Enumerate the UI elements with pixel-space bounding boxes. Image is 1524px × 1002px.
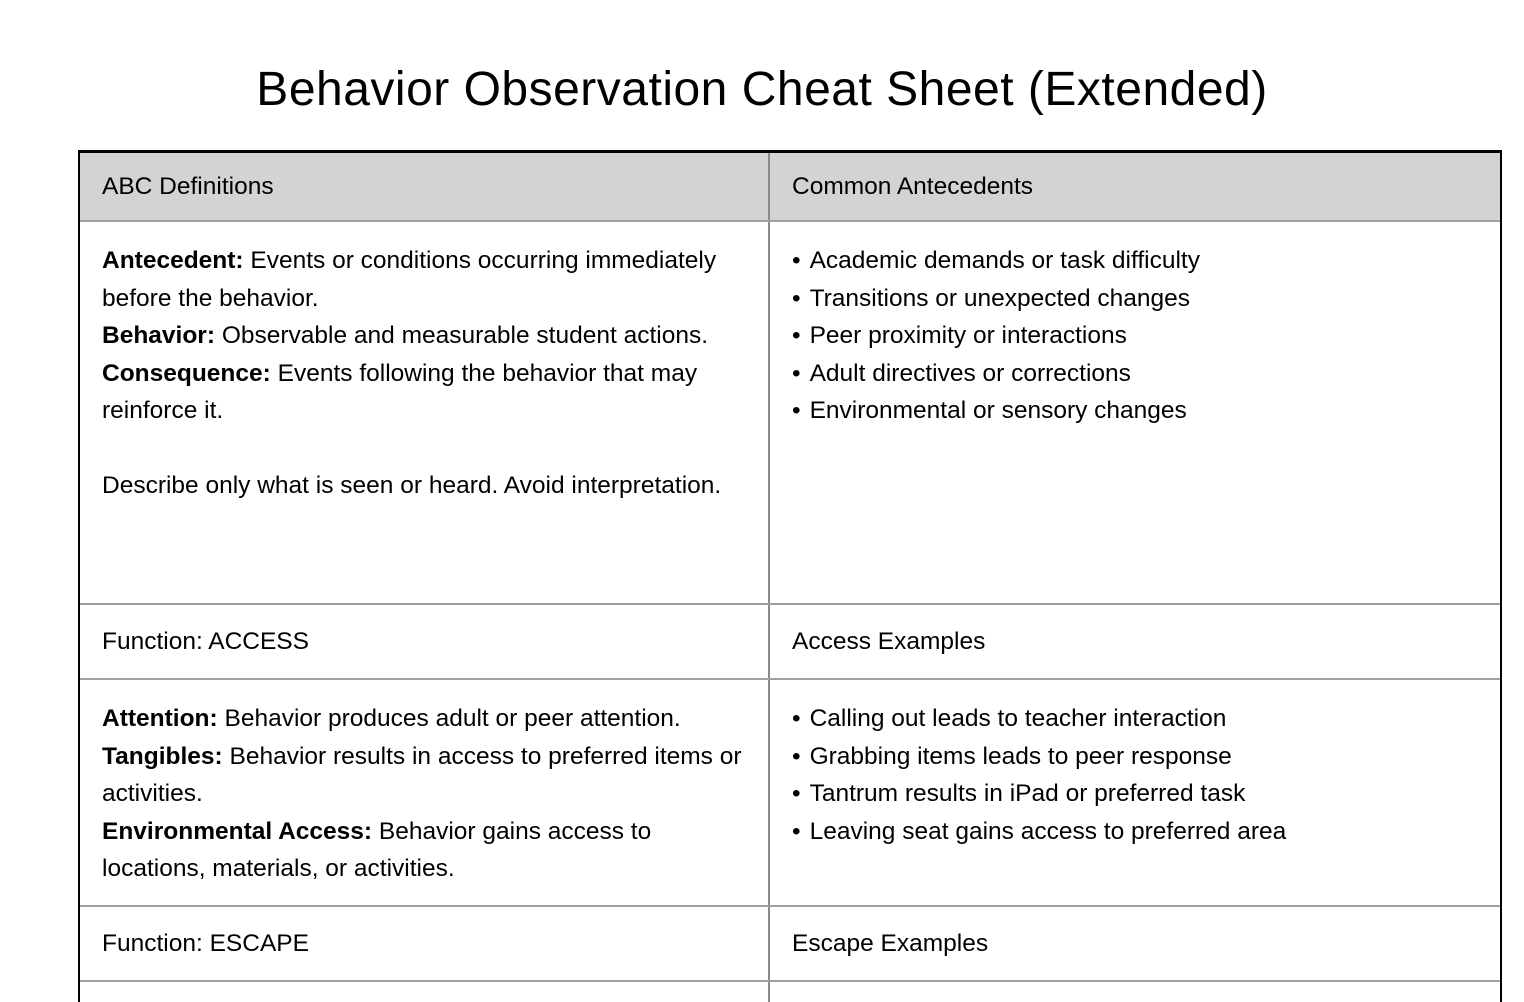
list-item [792,392,1480,430]
list-item [792,775,1480,813]
header-cell-abc-definitions [80,153,770,220]
definition-text: Events or conditions occurring immediately before the behavior. [102,247,717,312]
list-item [792,738,1480,776]
definition-term: Tangibles: [102,742,223,770]
definition-term: Attention: [102,705,218,732]
bullet-text: Transitions or unexpected changes [809,284,1191,312]
cell-function-access [80,605,770,678]
header-cell-common-antecedents [770,153,1500,220]
cell-escape-examples-partial [770,982,1500,1002]
table-header-row [80,153,1500,220]
list-item [792,700,1480,738]
list-item [792,813,1480,851]
header-label: ABC Definitions [102,172,274,200]
bullet-text: Grabbing items leads to peer response [809,742,1232,770]
definition-tangibles [102,738,748,813]
definition-text: Behavior produces adult or peer attention. [217,705,681,732]
definition-term: Consequence: [102,359,271,387]
bullet-text: Academic demands or task difficulty [809,247,1200,274]
bullet-text: Calling out leads to teacher interaction [809,705,1227,732]
cell-escape-examples-label [770,907,1500,980]
definition-environmental-access [102,813,748,888]
definition-attention [102,700,748,738]
cell-common-antecedents [770,222,1500,603]
definition-consequence [102,355,748,430]
bullet-text: Tantrum results in iPad or preferred task [809,780,1246,807]
cell-escape-definitions-partial [80,982,770,1002]
definition-text: Behavior results in access to preferred items or activities. [102,742,742,807]
bullet-icon: • [792,817,801,845]
definition-text: Events following the behavior that may reinforce it. [102,359,698,424]
definition-text: Behavior gains access to locations, materials, or activities. [102,817,652,882]
examples-label: Escape Examples [792,929,989,957]
bullet-text: Peer proximity or interactions [809,322,1127,349]
bullet-text: Leaving seat gains access to preferred area [809,817,1287,845]
bullet-icon: • [792,284,801,312]
list-item [792,317,1480,355]
list-item [792,280,1480,318]
bullet-icon: • [792,359,801,387]
page-title: Behavior Observation Cheat Sheet (Extended) [256,63,1268,116]
observation-note: Describe only what is seen or heard. Avoid interpretation. [102,472,722,499]
function-label: Function: ACCESS [102,627,309,655]
sheet-table [78,150,1502,1002]
table-row-access-content [80,678,1500,905]
bullet-icon: • [792,705,801,732]
definition-term: Environmental Access: [102,817,373,845]
header-label: Common Antecedents [792,172,1034,200]
examples-label: Access Examples [792,627,986,655]
cell-access-examples [770,680,1500,905]
bullet-icon: • [792,397,801,424]
bullet-icon: • [792,247,801,274]
definition-text: Observable and measurable student actions. [215,322,709,349]
bullet-icon: • [792,322,801,349]
bullet-text: Adult directives or corrections [809,359,1131,387]
bullet-icon: • [792,742,801,770]
list-item [792,242,1480,280]
definition-behavior [102,317,748,355]
bullet-icon: • [792,780,801,807]
table-row-function-access [80,603,1500,678]
cell-abc-definitions [80,222,770,603]
definition-term: Behavior: [102,322,216,349]
list-item [792,355,1480,393]
cell-function-escape [80,907,770,980]
bullet-text: Environmental or sensory changes [809,397,1187,424]
cell-access-definitions [80,680,770,905]
function-label: Function: ESCAPE [102,929,309,957]
cell-access-examples-label [770,605,1500,678]
definition-antecedent [102,242,748,317]
table-row-function-escape [80,905,1500,980]
table-row-escape-content-partial [80,980,1500,1002]
table-row-definitions [80,220,1500,603]
definition-term: Antecedent: [102,247,244,274]
